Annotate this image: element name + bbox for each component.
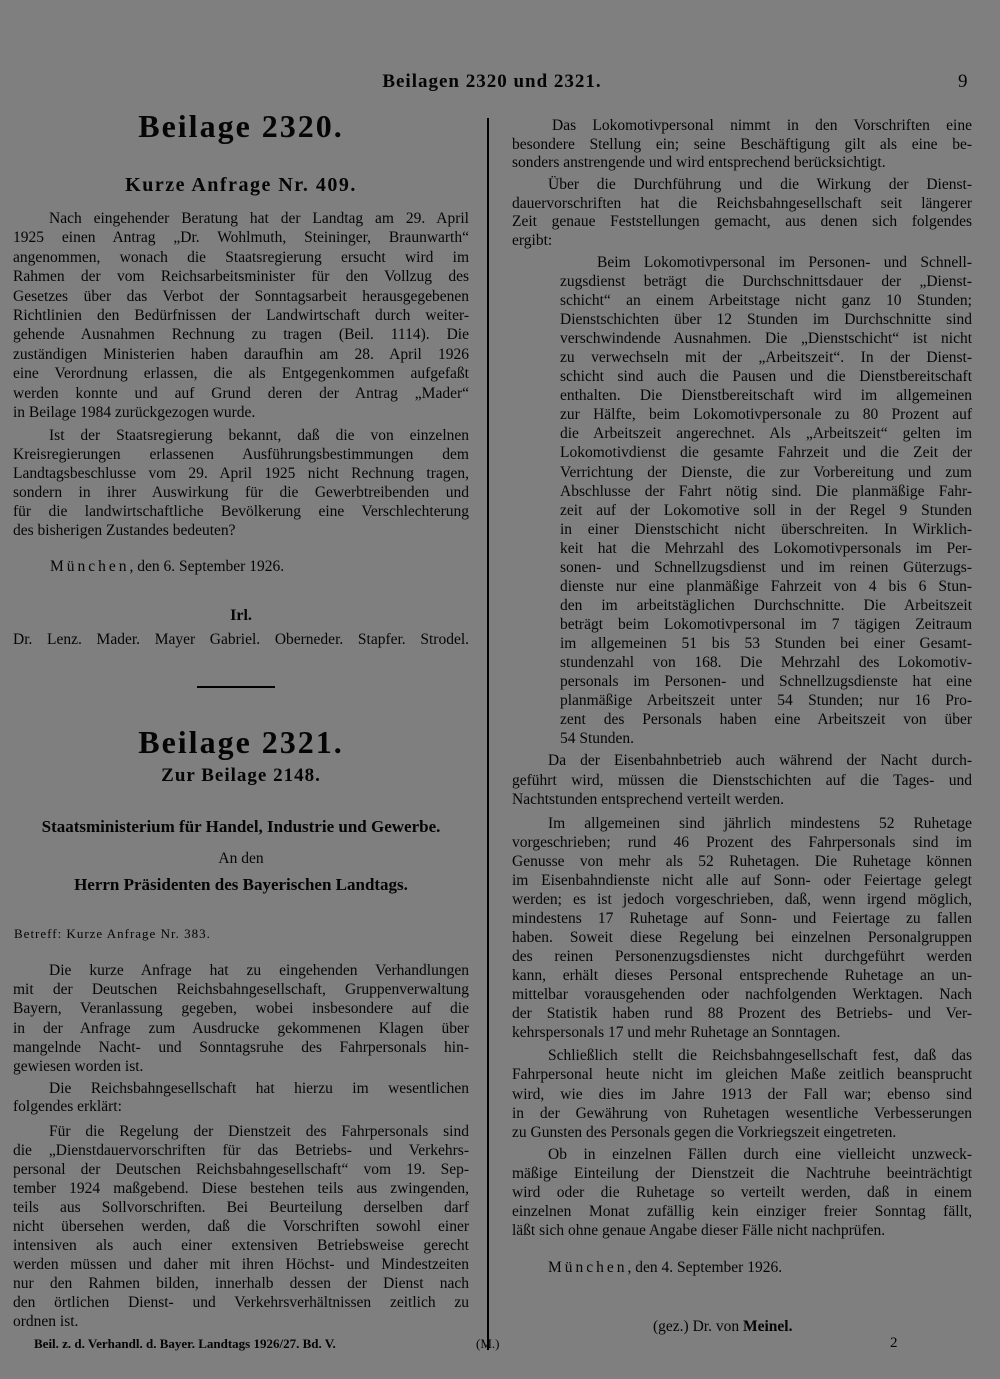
text-line: Rahmen der vom Reichsarbeitsminister für den Vollzug des bbox=[13, 268, 469, 286]
subject-line: Betreff: Kurze Anfrage Nr. 383. bbox=[14, 926, 211, 941]
text-line: Nachtstunden entsprechend verteilt werden. bbox=[512, 791, 785, 808]
text-line: in einer Dienstschicht nicht überschreiten. In Wirklich- bbox=[560, 520, 972, 538]
signers-line: Dr. Lenz. Mader. Mayer Gabriel. Oberneder. Stapfer. Strodel. bbox=[13, 631, 469, 648]
text-line: Gesetzes über das Verbot der Sonntagsarbeit herausgegebenen bbox=[13, 287, 469, 305]
text-line: teils aus Sollvorschriften. Bei Beurteilung derselben darf bbox=[13, 1199, 469, 1216]
text-line: werden; es ist jedoch vorgeschrieben, daß, wenn irgend möglich, bbox=[512, 891, 972, 908]
date: , den 4. September 1926. bbox=[627, 1259, 783, 1276]
text-line: einzelnen Monat zufällig kein einziger freier Sonntag fällt, bbox=[512, 1203, 972, 1220]
text-line: dauervorschriften hat die Reichsbahngesellschaft seit längerer bbox=[512, 194, 972, 212]
text-line: Richtlinien den Bedürfnissen der Landwirtschaft durch weiter- bbox=[13, 307, 469, 325]
text-line: Lokomotivdienst die gesamte Fahrzeit und die Zeit der bbox=[560, 444, 972, 462]
text-line: den im arbeitstäglichen Durchschnitte. Die Arbeitszeit bbox=[560, 596, 972, 614]
text-line: Landtagsbeschlusse vom 29. April 1925 nicht Rechnung tragen, bbox=[13, 464, 469, 482]
signature-prefix: (gez.) Dr. von bbox=[653, 1318, 740, 1335]
text-line: ergibt: bbox=[512, 231, 553, 249]
place-date-2320 bbox=[50, 558, 284, 576]
text-line: Da der Eisenbahnbetrieb auch während der Nacht durch- bbox=[548, 752, 972, 769]
addressee-line-1: An den bbox=[218, 850, 264, 867]
quote-rules bbox=[13, 1122, 469, 1331]
text-line: sonen- und Schnellzugsdienst und im reinen Güterzugs- bbox=[560, 558, 972, 576]
text-line: gehende Ausnahmen Rechnung zu tragen (Beil. 1114). Die bbox=[13, 326, 469, 344]
text-line: werden konnte und auf Grund deren der Antrag „Mader“ bbox=[13, 384, 469, 402]
text-line: die „Dienstdauervorschriften für das Betriebs- und Verkehrs- bbox=[13, 1142, 469, 1159]
signature bbox=[653, 1318, 792, 1336]
text-line: Bayern, Veranlassung gegeben, wobei insbesondere auf die bbox=[13, 1000, 469, 1018]
text-line: angenommen, wonach die Staatsregierung ersucht wird im bbox=[13, 248, 469, 266]
text-line: schicht sind auch die Pausen und die Dienstbereitschaft bbox=[560, 368, 972, 386]
text-line: beträgt beim Lokomotivpersonal im 7 tägigen Zeitraum bbox=[560, 615, 972, 633]
text-line: personal der Deutschen Reichsbahngesellschaft“ vom 19. Sep- bbox=[13, 1161, 469, 1178]
text-line: wird oder die Ruhetage so verteilt werden, daß in einem bbox=[512, 1184, 972, 1201]
text-line: mindestens 17 Ruhetage auf Sonn- und Feiertage zu fallen bbox=[512, 910, 972, 927]
text-line: keit hat die Mehrzahl des Lokomotivpersonals im Per- bbox=[560, 539, 972, 557]
text-line: 1925 einen Antrag „Dr. Wohlmuth, Steininger, Braunwarth“ bbox=[13, 229, 469, 247]
text-line: Verrichtung der Dienste, die zur Vorbereitung und zum bbox=[560, 463, 972, 481]
text-line: die Arbeitszeit angerechnet. Als „Arbeitszeit“ gelten im bbox=[560, 425, 972, 443]
text-line: für die landwirtschaftliche Bevölkerung eine Verschlechterung bbox=[13, 502, 469, 520]
text-line: haben. Soweit diese Regelung bei einzelnen Personalgruppen bbox=[512, 929, 972, 946]
section-divider bbox=[197, 686, 275, 688]
text-line: im allgemeinen 51 bis 53 Stunden bei einer Gesamt- bbox=[560, 634, 972, 652]
text-line: Über die Durchführung und die Wirkung der Dienst- bbox=[548, 176, 972, 193]
text-line: des bisherigen Zustandes bedeuten? bbox=[13, 521, 236, 539]
text-line: mit der Deutschen Reichsbahngesellschaft, Gruppenverwaltung bbox=[13, 981, 469, 999]
text-line: geführt wird, müssen die Dienstschichten auf die Tages- und bbox=[512, 771, 972, 789]
footer-mark: (M.) bbox=[476, 1336, 500, 1351]
place: München bbox=[50, 558, 130, 575]
text-line: Dienstschichten über 12 Stunden im Durchschnitte sind bbox=[560, 311, 972, 329]
text-line: mäßige Einteilung der Dienstzeit die Nachtruhe beeinträchtigt bbox=[512, 1165, 972, 1182]
text-line: Fahrpersonal heute nicht im gleichen Maße zeitlich beansprucht bbox=[512, 1066, 972, 1084]
text-line: stundenzahl von 168. Die Mehrzahl des Lokomotiv- bbox=[560, 653, 972, 671]
text-line: Im allgemeinen sind jährlich mindestens 52 Ruhetage bbox=[548, 815, 972, 832]
text-line: folgendes erklärt: bbox=[13, 1098, 122, 1115]
text-line: mittelbar vorausgehenden oder nachfolgenden Werktagen. Nach bbox=[512, 986, 972, 1003]
text-line: dienste nur eine planmäßige Fahrzeit von 4 bis 6 Stun- bbox=[560, 577, 972, 595]
text-line: Schließlich stellt die Reichsbahngesellschaft fest, daß das bbox=[548, 1047, 972, 1064]
column-divider bbox=[487, 118, 489, 1350]
text-line: enthalten. Die Dienstbereitschaft wird im allgemeinen bbox=[560, 387, 972, 405]
paragraph-question bbox=[13, 427, 469, 540]
text-line: zent des Personals haben eine Arbeitszeit von über bbox=[560, 711, 972, 729]
text-line: Nach eingehender Beratung hat der Landtag am 29. April bbox=[49, 210, 469, 227]
text-line: besondere Stellung ein; seine Beschäftigung gilt als eine be- bbox=[512, 135, 972, 153]
beilage-2320-subtitle: Kurze Anfrage Nr. 409. bbox=[125, 174, 357, 196]
text-line: verschwindende Ausnahmen. Die „Dienstschicht“ ist nicht bbox=[560, 330, 972, 348]
beilage-2321-subtitle: Zur Beilage 2148. bbox=[161, 765, 321, 786]
text-line: Zeit genaue Feststellungen gemacht, aus denen sich folgendes bbox=[512, 213, 972, 231]
text-line: 54 Stunden. bbox=[560, 730, 635, 748]
text-line: planmäßige Arbeitszeit unter 54 Stunden; nur 16 Pro- bbox=[560, 692, 972, 710]
text-line: sonders anstrengende und wird entsprechend berücksichtigt. bbox=[512, 154, 886, 172]
text-line: sondern in ihrer Auswirkung für die Gewerbtreibenden und bbox=[13, 483, 469, 501]
text-line: tember 1924 maßgebend. Diese bestehen teils aus zwingenden, bbox=[13, 1180, 469, 1197]
text-line: Beim Lokomotivpersonal im Personen- und Schnell- bbox=[597, 254, 972, 271]
text-line: läßt sich ohne genaue Angabe dieser Fälle nicht nachprüfen. bbox=[512, 1222, 886, 1239]
text-line: Das Lokomotivpersonal nimmt in den Vorschriften eine bbox=[552, 117, 972, 134]
text-line: des reinen Personenzugsdienstes nicht durchgeführt werden bbox=[512, 948, 972, 965]
text-line: den örtlichen Dienst- und Verkehrsverhältnissen zeitlich zu bbox=[13, 1294, 469, 1311]
paragraph-findings-intro bbox=[512, 176, 972, 250]
text-line: Die kurze Anfrage hat zu eingehenden Verhandlungen bbox=[49, 962, 469, 979]
text-line: ordnen ist. bbox=[13, 1313, 79, 1330]
text-line: in Beilage 1984 zurückgezogen wurde. bbox=[13, 404, 256, 422]
text-line: kann, erhält dieses Personal entsprechende Ruhetage an un- bbox=[512, 967, 972, 984]
signer-lead: Irl. bbox=[230, 607, 252, 624]
text-line: im Eisenbahndienste nicht alle auf Sonn- oder Feiertage gelegt bbox=[512, 872, 972, 889]
text-line: werden müssen und daher mit ihren Höchst- und Mindestzeiten bbox=[13, 1256, 469, 1273]
text-line: Für die Regelung der Dienstzeit des Fahrpersonals sind bbox=[49, 1123, 469, 1140]
text-line: gewiesen worden ist. bbox=[13, 1058, 144, 1076]
text-line: zuständigen Ministerien haben daraufhin am 28. April 1926 bbox=[13, 345, 469, 363]
text-line: kehrspersonals 17 und mehr Ruhetage an Sonntagen. bbox=[512, 1024, 841, 1041]
text-line: zur Hälfte, beim Lokomotivpersonale zu 80 Prozent auf bbox=[560, 406, 972, 424]
beilage-2320-title: Beilage 2320. bbox=[138, 108, 344, 144]
text-line: zu Gunsten des Personals gegen die Vorkriegszeit eingetreten. bbox=[512, 1124, 897, 1141]
paragraph-conclusion bbox=[512, 1046, 972, 1142]
paragraph-intro bbox=[13, 961, 469, 1076]
text-line: nicht übersehen werden, daß die Vorschriften sowohl einer bbox=[13, 1218, 469, 1235]
text-line: wird, wie dies im Jahre 1913 der Fall war; ebenso sind bbox=[512, 1085, 972, 1103]
text-line: Ist der Staatsregierung bekannt, daß die von einzelnen bbox=[49, 427, 469, 444]
signers bbox=[13, 631, 469, 649]
text-line: Abschlusse der Fahrt nötig sind. Die planmäßige Fahr- bbox=[560, 482, 972, 500]
text-line: in der Gewährung von Ruhetagen wesentliche Verbesserungen bbox=[512, 1104, 972, 1122]
text-line: eine Verordnung erlassen, die als Entgegenkommen aufgefaßt bbox=[13, 365, 469, 383]
place: München bbox=[548, 1259, 628, 1276]
text-line: zugsdienst beträgt die Durchschnittsdauer der „Dienst- bbox=[560, 273, 972, 291]
text-line: zu verwechseln mit der „Arbeitszeit“. In der Dienst- bbox=[560, 349, 972, 367]
footer-sheet-number: 2 bbox=[890, 1335, 898, 1351]
text-line: der Statistik haben rund 88 Prozent des Betriebs- und Ver- bbox=[512, 1005, 972, 1022]
text-line: Ob in einzelnen Fällen durch eine vielleicht unzweck- bbox=[548, 1146, 972, 1163]
sender-ministry: Staatsministerium für Handel, Industrie und Gewerbe. bbox=[41, 817, 441, 836]
text-line: zeit auf der Lokomotive soll in der Regel 9 Stunden bbox=[560, 501, 972, 519]
paragraph-background bbox=[13, 209, 469, 422]
date: , den 6. September 1926. bbox=[129, 558, 285, 575]
page-number: 9 bbox=[958, 71, 968, 92]
place-date-2321 bbox=[548, 1259, 782, 1277]
text-line: Die Reichsbahngesellschaft hat hierzu im wesentlichen bbox=[49, 1080, 469, 1097]
paragraph-statement-intro bbox=[13, 1080, 469, 1116]
text-line: intensiven als auch einer extensiven Betriebsweise gerecht bbox=[13, 1237, 469, 1254]
text-line: personals im Personen- und Schnellzugsdienste hat eine bbox=[560, 673, 972, 691]
text-line: nur den Rahmen bilden, innerhalb dessen der Dienst nach bbox=[13, 1275, 469, 1292]
addressee-line-2: Herrn Präsidenten des Bayerischen Landtags. bbox=[74, 875, 408, 894]
text-line: in der Anfrage zum Ausdrucke gekommenen Klagen über bbox=[13, 1019, 469, 1037]
paragraph-locomotive-intro bbox=[512, 117, 972, 173]
text-line: mangelnde Nacht- und Sonntagsruhe des Fahrpersonals hin- bbox=[13, 1038, 469, 1056]
beilage-2321-title: Beilage 2321. bbox=[138, 724, 344, 760]
footer-publication: Beil. z. d. Verhandl. d. Bayer. Landtags 1926/27. Bd. V. bbox=[34, 1336, 336, 1351]
text-line: schicht“ an einem Arbeitstage nicht ganz 10 Stunden; bbox=[560, 292, 972, 310]
running-header-title: Beilagen 2320 und 2321. bbox=[382, 71, 602, 92]
quote-findings bbox=[560, 253, 972, 748]
paragraph-rest-days bbox=[512, 814, 972, 1042]
text-line: vorgeschrieben; rund 46 Prozent des Fahrpersonals sind im bbox=[512, 834, 972, 851]
paragraph-night bbox=[512, 751, 972, 810]
signature-name: Meinel. bbox=[742, 1318, 793, 1335]
text-line: Genusse von mehr als 52 Ruhetagen. Die Ruhetage können bbox=[512, 853, 972, 870]
text-line: Kreisregierungen erlassenen Ausführungsbestimmungen dem bbox=[13, 445, 469, 463]
paragraph-closing bbox=[512, 1145, 972, 1240]
